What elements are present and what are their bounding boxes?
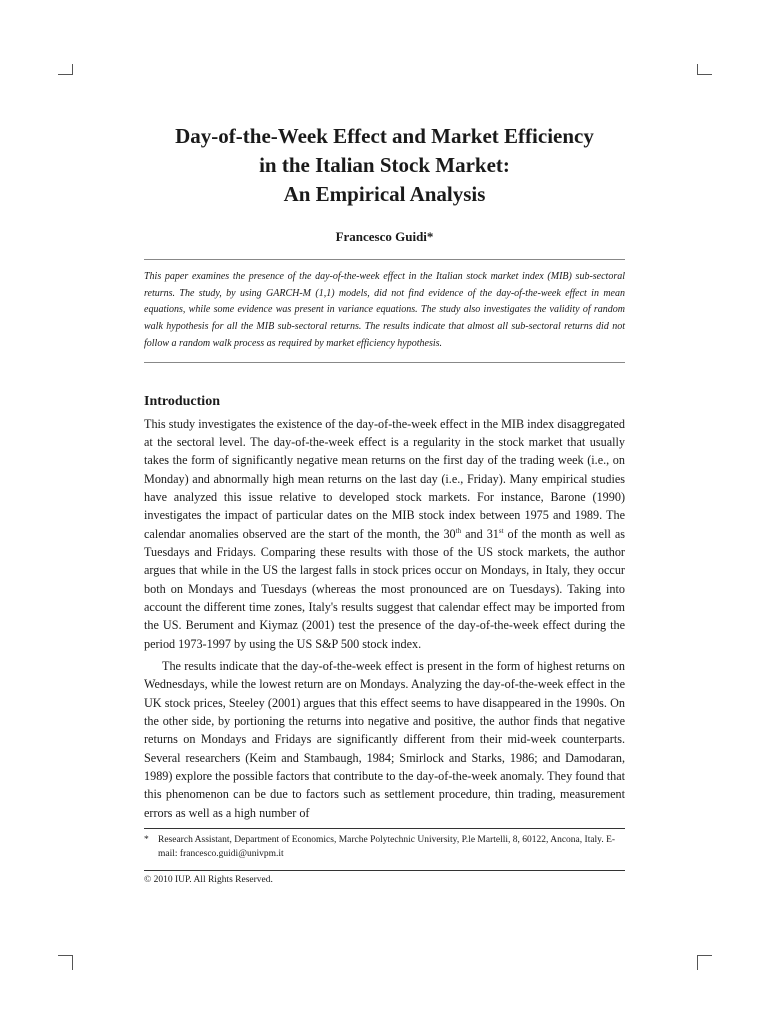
paper-title bbox=[144, 122, 625, 209]
para1-text-a: This study investigates the existence of the day-of-the-week effect in the MIB index disaggregated at the sectoral level. The day-of-the-week effect is a regularity in the stock market that usually takes the form of significantly negative mean returns on the first day of the trading week (i.e., on Monday) and abnormally high mean returns on the last day (i.e., Friday). Many empirical studies have analyzed this issue relative to developed stock markets. For instance, Barone (1990) investigates the impact of particular dates on the MIB stock index between 1975 and 1989. The calendar anomalies observed are the start of the month, the 30 bbox=[144, 416, 625, 541]
abstract: This paper examines the presence of the day-of-the-week effect in the Italian stock market index (MIB) sub-sectoral returns. The study, by using GARCH-M (1,1) models, did not find evidence of the day-of-the-week effect in mean equations, while some evidence was present in variance equations. The study also investigates the validity of random walk hypothesis for all the MIB sub-sectoral returns. The results indicate that almost all sub-sectoral returns did not follow a random walk process as required by market efficiency hypothesis. bbox=[144, 271, 625, 349]
crop-mark-bottom-right bbox=[697, 955, 712, 970]
para1-text-c: of the month as well as Tuesdays and Fridays. Comparing these results with those of the US stock markets, the author argues that while in the US the largest falls in stock prices occur on Mondays, in Italy, they occur both on Mondays and Tuesdays (whereas the most pronounced are on Tuesdays). Taking into account the different time zones, Italy's results suggest that calendar effect may be imported from the US. Berument and Kiymaz (2001) test the presence of the day-of-the-week effect during the period 1973-1997 by using the US S&P 500 stock index. bbox=[144, 526, 625, 651]
title-line-2: in the Italian Stock Market: bbox=[259, 153, 510, 177]
crop-mark-top-left bbox=[58, 64, 73, 75]
crop-mark-top-right bbox=[697, 64, 712, 75]
footnote-text: Research Assistant, Department of Economics, Marche Polytechnic University, P.le Martelli, 8, 60122, Ancona, Italy. E-mail: francesco.guidi@univpm.it bbox=[158, 835, 616, 860]
abstract-bottom-rule bbox=[144, 362, 625, 363]
footnote bbox=[144, 833, 625, 861]
author-name: Francesco Guidi* bbox=[335, 229, 434, 244]
para1-superscript-th: th bbox=[455, 526, 462, 535]
section-heading-introduction: Introduction bbox=[144, 393, 220, 409]
footnote-rule bbox=[144, 828, 625, 829]
body-paragraph-2: The results indicate that the day-of-the-week effect is present in the form of highest returns on Wednesdays, while the lowest return are on Mondays. Analyzing the day-of-the-week effect in the UK stock prices, Steeley (2001) argues that this effect seems to have disappeared in the 1990s. On the other side, by portioning the returns into negative and positive, the author finds that negative returns on Mondays and Fridays are significantly different from their mid-week counterparts. Several researchers (Keim and Stambaugh, 1984; Smirlock and Starks, 1986; and Damodaran, 1989) explore the possible factors that contribute to the day-of-the-week anomaly. They found that this phenomenon can be due to factors such as settlement procedure, thin trading, measurement errors as well as a high number of bbox=[144, 658, 625, 820]
footnote-mark: * bbox=[144, 835, 149, 846]
para1-text-b: and 31 bbox=[461, 526, 499, 541]
copyright-notice: © 2010 IUP. All Rights Reserved. bbox=[144, 875, 273, 886]
body-paragraph-1 bbox=[144, 415, 625, 653]
page-content bbox=[144, 122, 625, 885]
crop-mark-bottom-left bbox=[58, 955, 73, 970]
title-line-1: Day-of-the-Week Effect and Market Efficiency bbox=[175, 124, 594, 148]
copyright-rule bbox=[144, 870, 625, 871]
title-line-3: An Empirical Analysis bbox=[283, 182, 486, 206]
para1-superscript-st: st bbox=[498, 526, 504, 535]
